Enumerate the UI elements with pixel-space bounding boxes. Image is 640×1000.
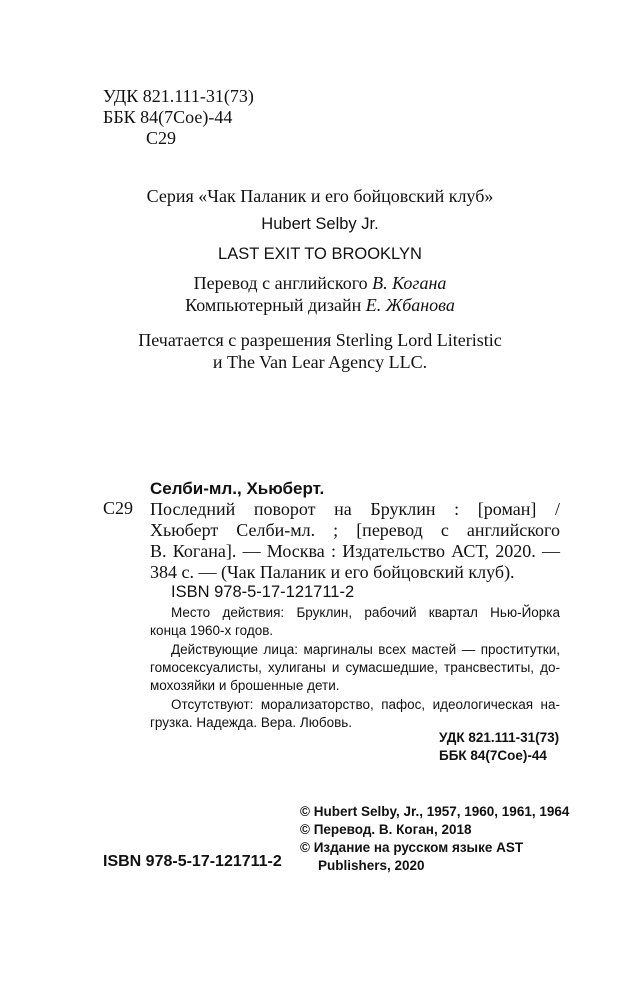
annotation-characters: гомосексуалисты, хулиганы и сумасшедшие, трансвеститы, до- (150, 660, 560, 675)
udk-code: УДК 821.111-31(73) (103, 86, 254, 106)
catalog-line-last: 384 с. — (Чак Паланик и его бойцовский клуб). (150, 562, 515, 582)
translator-name: В. Когана (372, 273, 447, 293)
translation-credit (0, 273, 640, 294)
annotation-setting-last: конца 1960-х годов. (150, 623, 274, 638)
permission-line-2: и The Van Lear Agency LLC. (212, 352, 428, 372)
catalog-line: Последний поворот на Бруклин : [роман] / (150, 499, 560, 519)
original-author: Hubert Selby Jr. (261, 215, 379, 233)
catalog-isbn: ISBN 978-5-17-121711-2 (171, 583, 355, 601)
catalog-line: Хьюберт Селби-мл. ; [перевод с английского (150, 520, 560, 540)
design-credit (0, 295, 640, 316)
designer-name: Е. Жбанова (365, 295, 455, 315)
original-title: LAST EXIT TO BROOKLYN (218, 245, 422, 263)
catalog-udk: УДК 821.111-31(73) (439, 730, 560, 745)
catalog-bbk: ББК 84(7Сое)-44 (439, 748, 547, 763)
annotation-characters-last: мохозяйки и брошенные дети. (150, 678, 340, 693)
design-prefix: Компьютерный дизайн (185, 295, 366, 315)
catalog-sign: С29 (103, 498, 134, 518)
annotation-setting: Место действия: Бруклин, рабочий квартал Нью-Йорка (171, 605, 560, 620)
catalog-line: В. Когана]. — Москва : Издательство АСТ, 2020. — (150, 541, 560, 561)
footer-isbn: ISBN 978-5-17-121711-2 (103, 853, 282, 870)
copyright-line: © Hubert Selby, Jr., 1957, 1960, 1961, 1964 (300, 804, 570, 819)
copyright-line: © Перевод. В. Коган, 2018 (300, 822, 472, 837)
copyright-line: © Издание на русском языке AST (300, 840, 524, 855)
permission-line-1: Печатается с разрешения Sterling Lord Literistic (138, 330, 502, 350)
catalog-author-heading: Селби-мл., Хьюберт. (150, 479, 325, 498)
author-sign: С29 (146, 128, 177, 148)
bbk-code: ББК 84(7Сое)-44 (103, 107, 233, 127)
series-line: Серия «Чак Паланик и его бойцовский клуб» (146, 186, 494, 206)
annotation-characters: Действующие лица: маргиналы всех мастей — проститутки, (171, 642, 560, 657)
translation-prefix: Перевод с английского (193, 273, 373, 293)
annotation-absent: Отсутствуют: морализаторство, пафос, идеологическая на- (171, 697, 560, 712)
annotation-absent-last: грузка. Надежда. Вера. Любовь. (150, 715, 353, 730)
copyright-continuation: Publishers, 2020 (318, 858, 425, 873)
